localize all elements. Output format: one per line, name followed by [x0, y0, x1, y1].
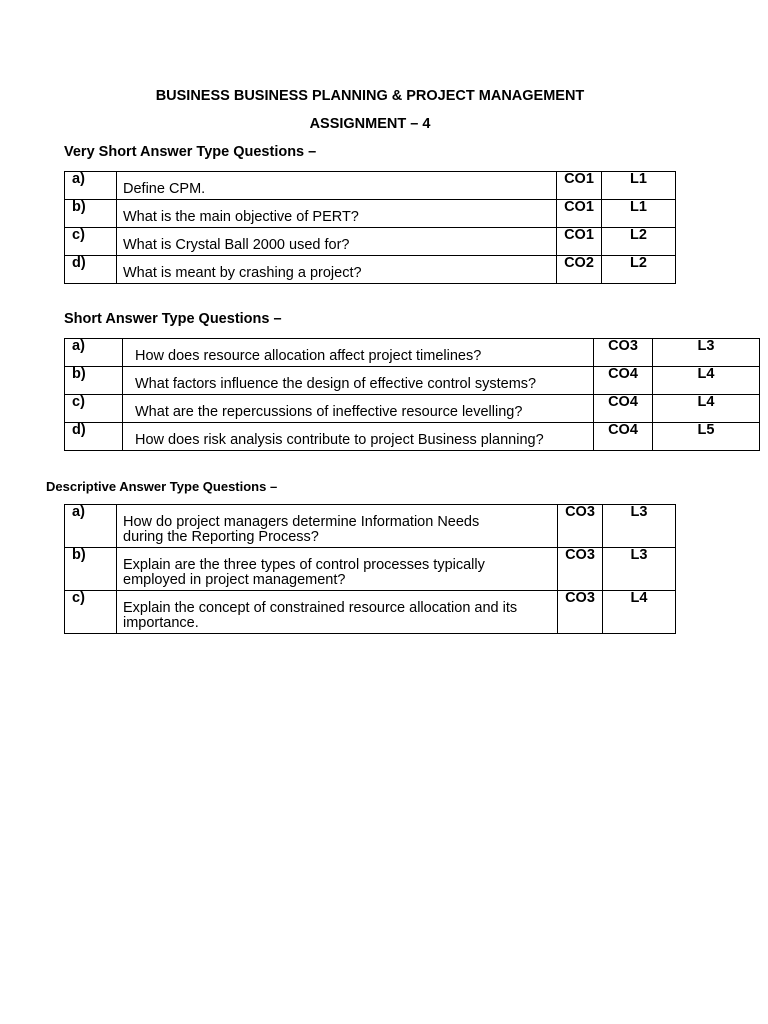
question-index: c)	[65, 395, 123, 423]
course-outcome: CO4	[594, 395, 653, 423]
question-index: c)	[65, 591, 117, 634]
bloom-level: L1	[602, 172, 676, 200]
table-row	[65, 228, 676, 256]
question-text: What is Crystal Ball 2000 used for?	[117, 228, 557, 256]
question-index: a)	[65, 172, 117, 200]
very-short-heading: Very Short Answer Type Questions –	[64, 144, 317, 160]
table-row	[65, 548, 676, 591]
table-row	[65, 339, 760, 367]
course-outcome: CO3	[594, 339, 653, 367]
course-outcome: CO4	[594, 367, 653, 395]
question-index: b)	[65, 200, 117, 228]
table-row	[65, 505, 676, 548]
question-index: b)	[65, 367, 123, 395]
course-outcome: CO3	[558, 591, 603, 634]
short-answer-heading: Short Answer Type Questions –	[64, 311, 282, 327]
question-line: Explain are the three types of control processes typically	[123, 557, 485, 573]
short-answer-table	[64, 338, 760, 451]
table-row	[65, 591, 676, 634]
course-outcome: CO1	[557, 172, 602, 200]
bloom-level: L4	[653, 367, 760, 395]
bloom-level: L4	[603, 591, 676, 634]
course-outcome: CO2	[557, 256, 602, 284]
question-text	[117, 505, 558, 548]
question-index: d)	[65, 423, 123, 451]
question-text: What is the main objective of PERT?	[117, 200, 557, 228]
question-index: c)	[65, 228, 117, 256]
question-index: b)	[65, 548, 117, 591]
question-line: How do project managers determine Information Needs	[123, 514, 480, 530]
bloom-level: L2	[602, 228, 676, 256]
bloom-level: L3	[603, 548, 676, 591]
bloom-level: L4	[653, 395, 760, 423]
question-text: What are the repercussions of ineffective resource levelling?	[123, 395, 594, 423]
table-row	[65, 172, 676, 200]
question-text: What is meant by crashing a project?	[117, 256, 557, 284]
course-outcome: CO3	[558, 505, 603, 548]
very-short-table	[64, 171, 676, 284]
question-index: d)	[65, 256, 117, 284]
question-text	[117, 591, 558, 634]
question-line: Explain the concept of constrained resource allocation and its	[123, 600, 518, 616]
question-text: How does risk analysis contribute to project Business planning?	[123, 423, 594, 451]
question-text	[117, 548, 558, 591]
question-line: employed in project management?	[123, 572, 346, 588]
question-line: during the Reporting Process?	[123, 529, 319, 545]
question-index: a)	[65, 339, 123, 367]
course-outcome: CO4	[594, 423, 653, 451]
descriptive-table	[64, 504, 676, 634]
table-row	[65, 256, 676, 284]
question-line: importance.	[123, 615, 199, 631]
table-row	[65, 395, 760, 423]
bloom-level: L5	[653, 423, 760, 451]
course-outcome: CO3	[558, 548, 603, 591]
question-text: What factors influence the design of effective control systems?	[123, 367, 594, 395]
question-text: Define CPM.	[117, 172, 557, 200]
course-outcome: CO1	[557, 228, 602, 256]
bloom-level: L2	[602, 256, 676, 284]
bloom-level: L3	[603, 505, 676, 548]
table-row	[65, 423, 760, 451]
question-index: a)	[65, 505, 117, 548]
document-title: BUSINESS BUSINESS PLANNING & PROJECT MANAGEMENT	[155, 88, 585, 104]
table-row	[65, 200, 676, 228]
bloom-level: L1	[602, 200, 676, 228]
descriptive-heading: Descriptive Answer Type Questions –	[46, 479, 278, 494]
question-text: How does resource allocation affect project timelines?	[123, 339, 594, 367]
table-row	[65, 367, 760, 395]
course-outcome: CO1	[557, 200, 602, 228]
assignment-number: ASSIGNMENT – 4	[309, 116, 431, 132]
bloom-level: L3	[653, 339, 760, 367]
